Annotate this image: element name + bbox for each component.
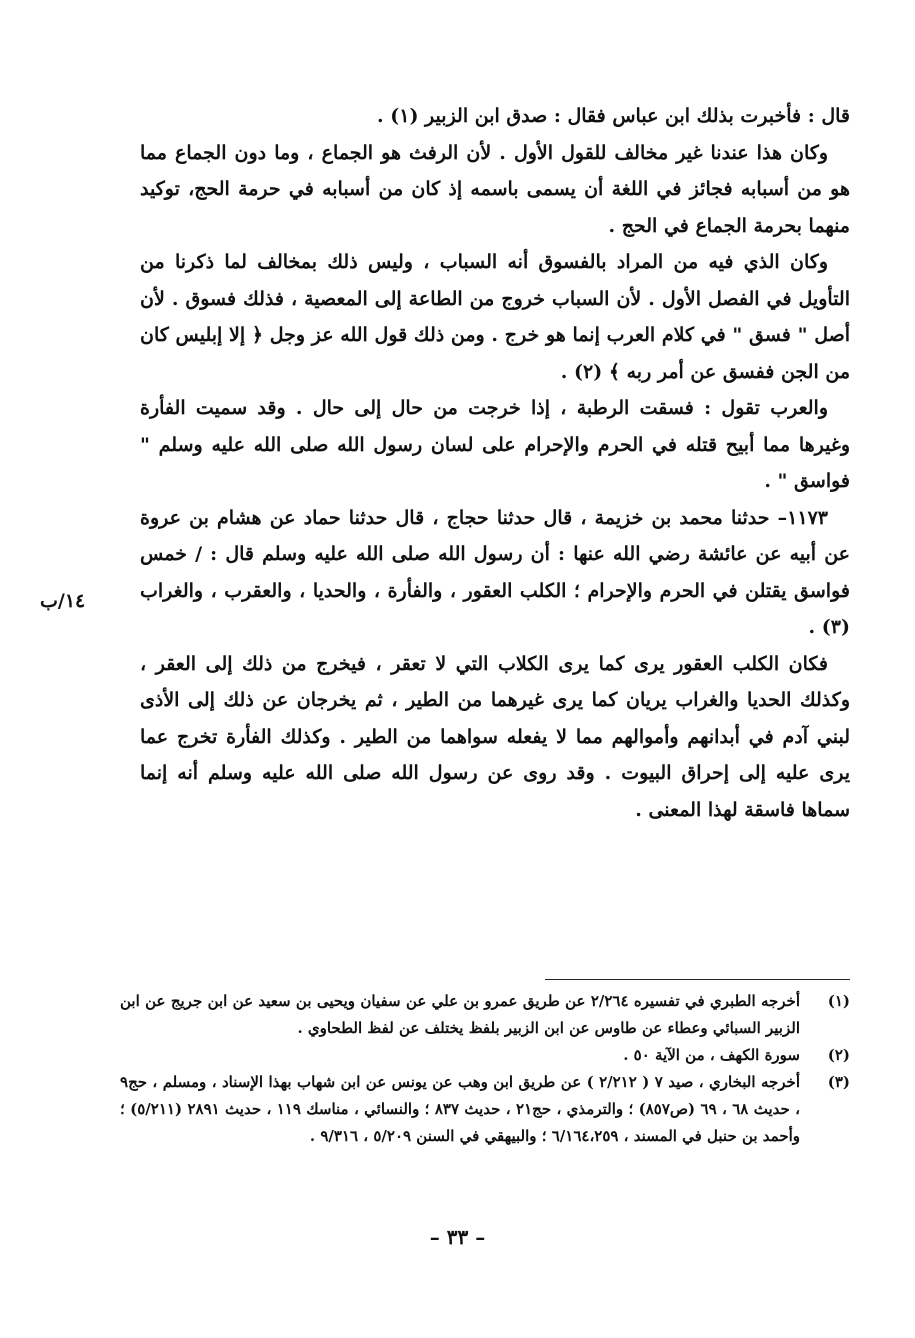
footnote-divider — [545, 979, 850, 980]
footnote-2 — [120, 1042, 850, 1069]
paragraph-4: والعرب تقول : فسقت الرطبة ، إذا خرجت من حال إلى حال . وقد سميت الفأرة وغيرها مما أبيح قتله في الحرم والإحرام على لسان رسول الله صلى الله عليه وسلم " فواسق " . — [140, 397, 850, 492]
paragraph-2: وكان هذا عندنا غير مخالف للقول الأول . لأن الرفث هو الجماع ، وما دون الجماع مما هو من أسبابه فجائز في اللغة أن يسمى باسمه إذ كان من أسبابه في حرمة الحج، توكيد منهما بحرمة الجماع في الحج . — [140, 141, 850, 237]
footnote-number: (٣) — [827, 1073, 850, 1091]
footnote-1 — [120, 988, 850, 1042]
folio-margin-note: ١٤/ب — [40, 590, 86, 612]
footnote-number: (٢) — [827, 1046, 850, 1064]
footnote-text: أخرجه الطبري في تفسيره ٢/٢٦٤ عن طريق عمرو بن علي عن سفيان ويحيى بن سعيد عن ابن جريج عن ابن الزبير السبائي وعطاء عن طاوس عن ابن الزبير بلفظ يختلف عن لفظ الطحاوي . — [120, 992, 801, 1037]
paragraph-3: وكان الذي فيه من المراد بالفسوق أنه السباب ، وليس ذلك بمخالف لما ذكرنا من التأويل في الفصل الأول . لأن السباب خروج من الطاعة إلى المعصية ، فذلك فسوق . لأن أصل " فسق " في كلام العرب إنما هو خرج . ومن ذلك قول الله عز وجل ﴿ إلا إبليس كان من الجن ففسق عن أمر ربه ﴾ (٢) . — [140, 251, 850, 383]
footnote-3 — [120, 1069, 850, 1150]
footnote-text: أخرجه البخاري ، صيد ٧ ( ٢/٢١٢ ) عن طريق ابن وهب عن يونس عن ابن شهاب بهذا الإسناد ، ومسلم ، حج٩ ، حديث ٦٨ ، ٦٩ (ص٨٥٧) ؛ والترمذي ، حج٢١ ، حديث ٨٣٧ ؛ والنسائي ، مناسك ١١٩ ، حديث ٢٨٩١ (٥/٢١١) ؛ وأحمد بن حنبل في المسند ، ٦/١٦٤،٢٥٩ ؛ والبيهقي في السنن ٥/٢٠٩ ، ٩/٣١٦ . — [120, 1073, 800, 1145]
footnote-number: (١) — [827, 992, 850, 1010]
footnote-text: سورة الكهف ، من الآية ٥٠ . — [623, 1046, 800, 1064]
footnotes — [120, 988, 850, 1150]
page-number: – ٣٣ – — [429, 1225, 486, 1249]
paragraph-1: قال : فأخبرت بذلك ابن عباس فقال : صدق ابن الزبير (١) . — [377, 105, 850, 127]
paragraph-6: فكان الكلب العقور يرى كما يرى الكلاب التي لا تعقر ، فيخرج من ذلك إلى العقر ، وكذلك الحديا والغراب يريان كما يرى غيرهما من الطير ، ثم يخرجان عن ذلك إلى الأذى لبني آدم في أبدانهم وأموالهم مما لا يفعله سواهما من الطير . وكذلك الفأرة تخرج عما يرى عليه إلى إحراق البيوت . وقد روى عن رسول الله صلى الله عليه وسلم أنه إنما سماها فاسقة لهذا المعنى . — [140, 652, 850, 821]
paragraph-hadith-1173: ١١٧٣– حدثنا محمد بن خزيمة ، قال حدثنا حجاج ، قال حدثنا حماد عن هشام بن عروة عن أبيه عن عائشة رضي الله عنها : أن رسول الله صلى الله عليه وسلم قال : / خمس فواسق يقتلن في الحرم والإحرام ؛ الكلب العقور ، والفأرة ، والحديا ، والعقرب ، والغراب (٣) . — [140, 506, 850, 638]
main-text — [140, 98, 850, 828]
